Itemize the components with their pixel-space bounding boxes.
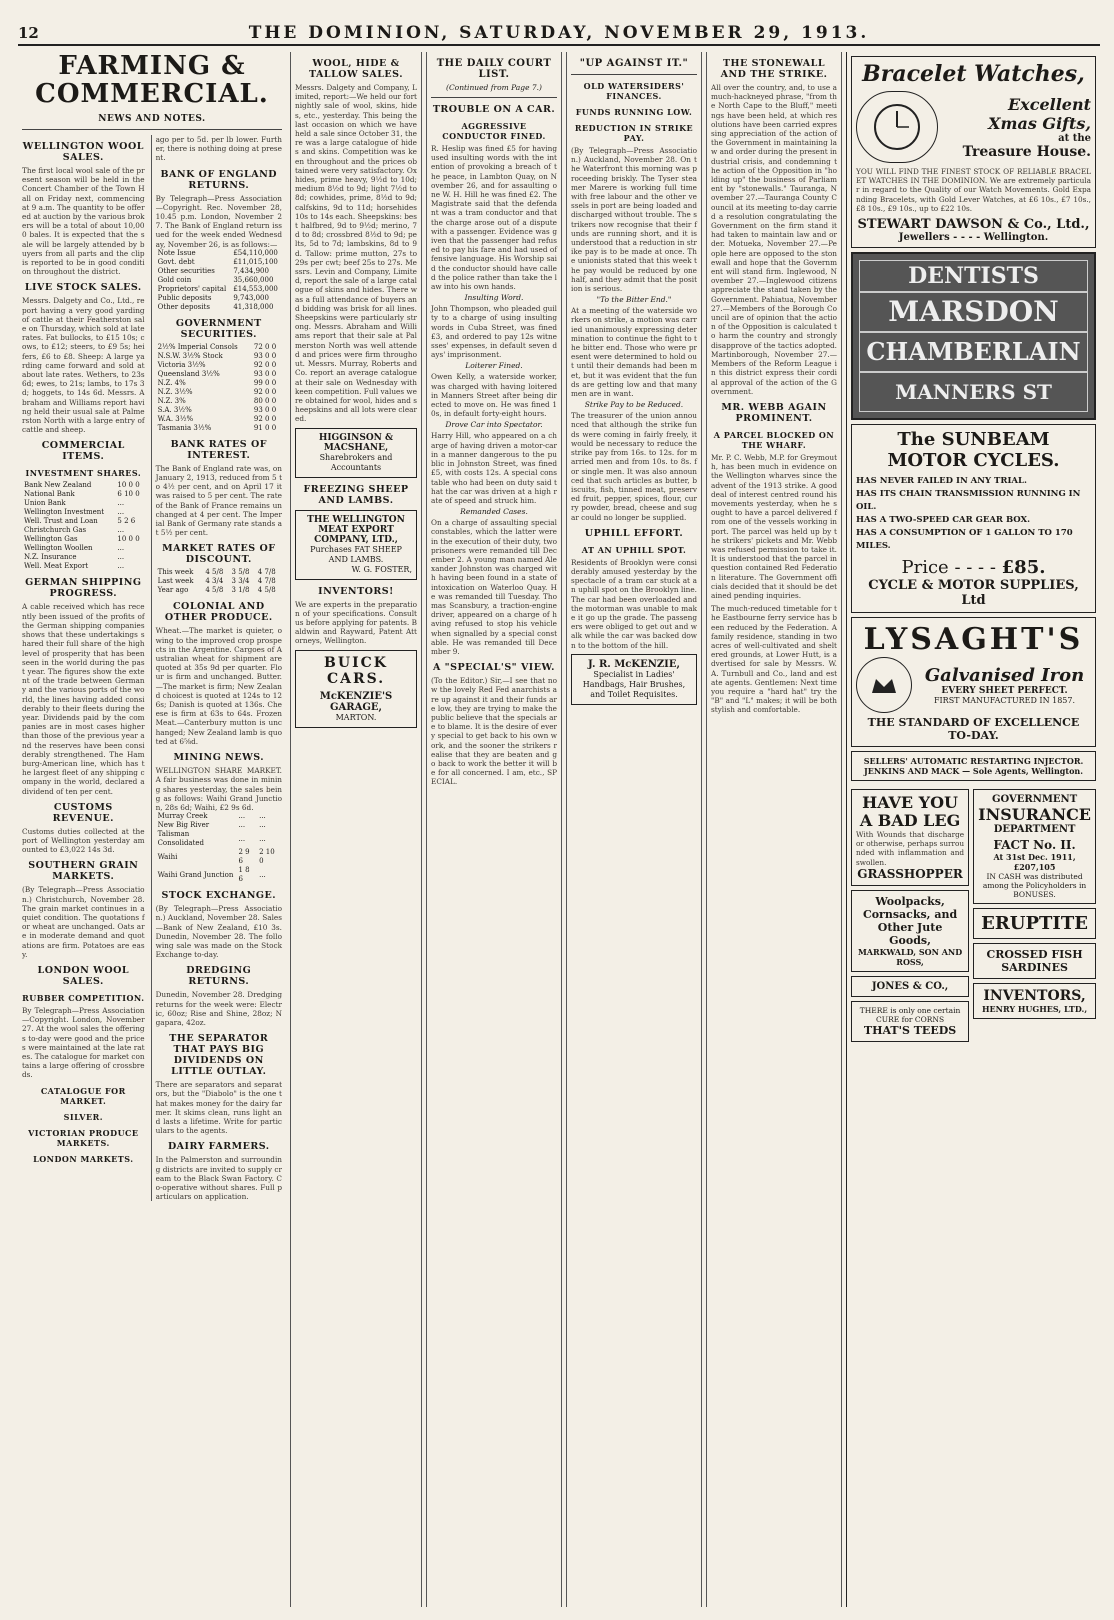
heading: WELLINGTON WOOL SALES. [22,141,144,163]
page-header [18,22,1100,46]
article-text: Mr. P. C. Webb, M.P. for Greymouth, has been much in evidence on the Wellington wharves since the advent of the 1913 strike. A good deal of interest centred round his movements yesterday, when he sought to have a parcel delivered from one of the vessels working in port. The parcel was held up by the strikers' pickets and Mr. Webb was refused permission to take it. It is understood that the parcel in question contained Red Federation literature. The Government officials decided that it should be detained pending inquiries. [711,452,837,600]
ad-line: FIRST MANUFACTURED IN 1857. [933,696,1076,706]
watch-icon [856,91,938,163]
heading: FUNDS RUNNING LOW. [575,107,693,117]
subheading: Drove Car into Spectator. [445,420,543,430]
ad-title: THE WELLINGTON MEAT EXPORT COMPANY, LTD., [307,514,405,545]
article-text: R. Heslip was fined £5 for having used insulting words with the intention of provoking a breach of the peace, in Lambton Quay, on November 26, and for assaulting one W. H. Hill he was fined £2. The Magistrate said that the defendant was a tram conductor and that the charge arose out of a dispute with a passenger. Evidence was given that the passenger had refused to pay his fare and had used offensive language. His Worship said the conductor should have called the police rather than take the law into his own hands. [431,144,557,292]
article-text: Owen Kelly, a waterside worker, was charged with having loitered in Manners Street after being directed to move on. He was fined 10s, in default forty-eight hours. [431,372,557,419]
ad-city: Jewellers - - - - Wellington. [898,232,1049,244]
heading: FREEZING SHEEP AND LAMBS. [303,483,409,506]
ad-title: The SUNBEAM MOTOR CYCLES. [887,429,1060,472]
subheading: Remanded Cases. [460,507,528,517]
heading: VICTORIAN PRODUCE MARKETS. [28,1127,139,1148]
ad-text: Sharebrokers and Accountants [319,452,393,472]
ad-line: Treasure House. [962,143,1091,160]
ad-title: BUICK CARS. [324,654,388,687]
section-subtitle: NEWS AND NOTES. [98,114,206,124]
lysaght-ad [851,617,1096,747]
ad-title: INVENTORS, [983,988,1086,1005]
heading: LONDON WOOL SALES. [37,964,130,987]
heading: RUBBER COMPETITION. [22,992,145,1003]
heading: "UP AGAINST IT." [579,58,689,69]
ad-company: MARKWALD, SON AND ROSS, [857,946,963,967]
trade-mark-icon [856,657,912,713]
heading: REDUCTION IN STRIKE PAY. [574,123,694,143]
ad-point: HAS A TWO-SPEED CAR GEAR BOX. [856,515,1031,526]
column-1 [22,135,145,1201]
ad-line: GRASSHOPPER [857,866,963,881]
jones-ad [851,976,969,997]
heading: AT AN UPHILL SPOT. [581,544,687,555]
ad-title: J. R. McKENZIE, [588,658,680,670]
heading: DREDGING RETURNS. [186,965,252,988]
bank-table: Note Issue £54,110,000 Govt. debt £11,015,100 Other securities 7,434,900 Gold coin 35,660,000 Proprietors' capital £14,553,000 Public deposits 9,743,000 Other deposits 41,318,000 [157,248,278,311]
heading: THE STONEWALL AND THE STRIKE. [720,58,828,80]
ad-title: CROSSED FISH SARDINES [986,948,1083,975]
heading: THE DAILY COURT LIST. [436,58,552,80]
ad-line: at the [1058,132,1091,144]
subheading: (Continued from Page 7.) [446,83,542,92]
ad-title: Bracelet Watches, [862,61,1085,87]
inventors-ad [973,983,1096,1019]
heading: LONDON MARKETS. [33,1153,134,1164]
heading: A PARCEL BLOCKED ON THE WHARF. [713,429,835,450]
column-6 [706,52,842,1607]
heading: COMMERCIAL ITEMS. [41,440,125,463]
article-text: By Telegraph—Press Association—Copyright. London, November 27. At the wool sales the offerings to-day were good and the prices were maintained at the late rates. The catalogue for market contains a large offering of crossbreds. [22,1005,145,1080]
heading: STOCK EXCHANGE. [161,890,277,902]
ad-text: MARTON. [335,712,377,722]
ad-text: YOU WILL FIND THE FINEST STOCK OF RELIABLE BRACELET WATCHES IN THE DOMINION. We are extremely particular in regard to the Quality of our Watch Movements. Gold Expanding Bracelets, with Gold Lever Watches, at £6 10s., £7 10s., £8 10s., £9 10s., up to £22 10s. [856,167,1091,213]
bracelet-watches-ad [851,56,1096,248]
ad-line: GOVERNMENT [991,794,1078,806]
ad-line: MARSDON [859,292,1088,332]
ad-line: SELLERS' AUTOMATIC RESTARTING INJECTOR. [863,756,1084,767]
ad-line: IN CASH was distributed among the Policyholders in BONUSES. [982,872,1087,900]
sunbeam-ad: The SUNBEAM MOTOR CYCLES. HAS NEVER FAILED IN ANY TRIAL. HAS ITS CHAIN TRANSMISSION RUNNING IN OIL. HAS A TWO-SPEED CAR GEAR BOX. HAS A CONSUMPTION OF 1 GALLON TO 170 MILES. Price - - - - £85. CYCLE & MOTOR SUPPLIES, Ltd [851,424,1096,613]
ad-line: Excellent [1007,94,1091,114]
mining-table: Murray Creek ... ... New Big River ... ... Talisman Consolidated ... ... Waihi 2 9 6 2 10 0 Waihi Grand Junction 1 8 6 ... [157,812,275,884]
heading: LIVE STOCK SALES. [24,282,142,294]
column-farming [18,52,286,1607]
ad-company: HENRY HUGHES, LTD., [982,1004,1088,1015]
heading: INVENTORS! [318,585,394,597]
heading: COLONIAL AND OTHER PRODUCE. [164,601,273,624]
heading: MR. WEBB AGAIN PROMINENT. [721,401,827,424]
article-text: There are separators and separators, but the "Diabolo" is the one that makes money for the dairy farmer. It skims clean, runs light and lasts a lifetime. Write for particulars to the agents. [155,1080,282,1136]
article-text: On a charge of assaulting special constables, which the latter were in the execution of their duty, two prisoners were remanded till December 2. A young man named Alexander Johnston was charged with having been found in a state of intoxication on Waterloo Quay. He was remanded till Tuesday. Thomas Scansbury, a traction-engine driver, appeared on a charge of having refused to stop his vehicle when signalled by a special constable. He was remanded till December 9. [431,518,557,656]
ad-line: THERE is only one certain CURE for CORNS [859,1005,961,1024]
ad-line: FACT No. II. [993,838,1076,853]
teeds-ad [851,1001,969,1042]
price-label: Price [901,557,949,579]
subheading: Loiterer Fined. [465,361,523,371]
article-text: WELLINGTON SHARE MARKET. A fair business was done in mining shares yesterday, the sales being as follows: Waihi Grand Junction, 28s 6d; Waihi, £2 9s 6d. [155,766,282,812]
article-text: Wheat.—The market is quieter, owing to the improved crop prospects in the Argentine. Cargoes of Australian wheat for shipment are quoted at 35s 9d per quarter. Flour is firm and unchanged. Butter.—The market is firm; New Zealand choicest is quoted at 124s to 126s; Danish is quoted at 136s. Cheese is firm at 63s to 64s. Frozen Meat.—Canterbury mutton is unchanged; New Zealand lamb is quoted at 6⅝d. [155,626,282,746]
ad-text: With Wounds that discharge or otherwise, perhaps surrounded with inflammation and swollen. [856,830,965,867]
ad-text: McKENZIE'S GARAGE, [319,690,393,713]
ad-title: ERUPTITE [981,913,1088,935]
heading: INVESTMENT SHARES. [25,468,142,479]
ad-line: Galvanised Iron [924,665,1085,687]
shares-table: Bank New Zealand 10 0 0 National Bank 6 10 0 Union Bank ... Wellington Investment ... Well. Trust and Loan 5 2 6 Christchurch Gas ... Wellington Gas 10 0 0 Wellington Woollen ... N.Z. Insurance ... Well. Meat Export ... [24,481,140,571]
heading: TROUBLE ON A CAR. [432,104,556,115]
ad-line: INSURANCE [978,805,1091,825]
subheading: "To the Bitter End." [596,295,672,305]
buick-ad [295,650,417,728]
column-2 [151,135,282,1201]
heading: GOVERNMENT SECURITIES. [175,317,262,340]
heading: DAIRY FARMERS. [167,1141,270,1153]
article-text: (By Telegraph—Press Association.) Auckland, November 28. On the Waterfront this morning was proceeding briskly. The Tyser steamer Marere is working full time with free labour and the other vessels in port are being loaded and discharged without trouble. The strikers now recognise that their funds are running short, and it is understood that a reduction in strike pay is to be made at once. The unionists stated that this week the pay would be reduced by one half, and they admit that the position is serious. [571,146,697,294]
ad-line: JENKINS AND MACK — Sole Agents, Wellington. [863,766,1084,777]
heading: SILVER. [63,1111,103,1122]
article-text: In the Palmerston and surrounding districts are invited to supply cream to the Black Swan Factory. Co-operative without shares. Full particulars on application. [155,1155,282,1202]
ad-line: Xmas Gifts, [988,113,1091,133]
column-3 [290,52,422,1607]
discount-table: This week 4 5/8 3 5/8 4 7/8 Last week 4 3/4 3 3/4 4 7/8 Year ago 4 5/8 3 1/8 4 5/8 [157,568,276,595]
article-text: The treasurer of the union announced that although the strike funds were coming in fairly freely, it would be necessary to reduce the strike pay from 16s. to 12s. for married men and from 10s. to 8s. for single men. It was also announced that such articles as butter, biscuits, fish, tinned meat, preserved fruit, pepper, spices, flour, curry powder, bread, cheese and sugar could no longer be supplied. [571,411,697,522]
ad-line: MANNERS ST [859,372,1088,412]
ad-text: Specialist in Ladies' Handbags, Hair Brushes, and Toilet Requisites. [582,669,686,699]
ad-signature: W. G. FOSTER, [351,564,412,574]
article-text: The Bank of England rate was, on January 2, 1913, reduced from 5 to 4½ per cent, and on April 17 it was raised to 5 per cent. The rate of the Bank of France remains unchanged at 4 per cent. The Imperial Bank of Germany rate stands at 5½ per cent. [155,463,282,538]
securities-table: 2½% Imperial Consols 72 0 0 N.S.W. 3½% Stock 93 0 0 Victoria 3½% 92 0 0 Queensland 3½% 93 0 0 N.Z. 4% 99 0 0 N.Z. 3½% 92 0 0 N.Z. 3% 80 0 0 S.A. 3½% 93 0 0 W.A. 3½% 92 0 0 Tasmania 3½% 91 0 0 [157,342,277,432]
ad-point: HAS ITS CHAIN TRANSMISSION RUNNING IN OIL. [856,489,1081,513]
heading: UPHILL EFFORT. [584,527,684,539]
ad-company: JONES & CO., [871,980,949,992]
ad-title: HAVE YOU A BAD LEG [859,793,961,831]
column-4 [426,52,562,1607]
mckenzie-ad [571,654,697,705]
article-text: The first local wool sale of the present season will be held in the Concert Chamber of the Town Hall on Friday next, commencing at 9 a.m. The quantity to be offered at auction by the various brokers will be a total of about 10,000 bales. It is expected that the sale will be largely attended by buyers from all parts and the clip is reported to be in good condition throughout the district. [22,166,145,277]
ad-line: DENTISTS [859,260,1088,292]
heading: BANK OF ENGLAND RETURNS. [160,168,278,191]
ad-line: EVERY SHEET PERFECT. [941,686,1068,697]
article-text: ago per to 5d. per lb lower. Further, there is nothing doing at present. [155,135,282,163]
meat-export-ad [295,510,417,580]
heading: SOUTHERN GRAIN MARKETS. [28,860,139,883]
price-value: £85. [1001,557,1046,579]
masthead: THE DOMINION, SATURDAY, NOVEMBER 29, 1913. [248,23,870,43]
heading: A "SPECIAL'S" VIEW. [432,662,555,674]
ad-company: CYCLE & MOTOR SUPPLIES, Ltd [868,578,1079,609]
bad-leg-ad [851,789,969,886]
heading: MINING NEWS. [173,752,265,764]
ad-point: HAS NEVER FAILED IN ANY TRIAL. [856,476,1027,487]
higginson-ad [295,428,417,478]
heading: MARKET RATES OF DISCOUNT. [162,543,276,566]
ad-line: DEPARTMENT [993,824,1076,836]
heading: THE SEPARATOR THAT PAYS BIG DIVIDENDS ON LITTLE OUTLAY. [169,1033,269,1078]
subheading: Strike Pay to be Reduced. [584,400,684,410]
ad-line: THE STANDARD OF EXCELLENCE TO-DAY. [867,716,1080,743]
heading: OLD WATERSIDERS' FINANCES. [583,81,685,101]
woolpacks-ad [851,890,969,972]
ad-line: CHAMBERLAIN [859,332,1088,372]
article-text: All over the country, and, to use a much-hackneyed phrase, "from the North Cape to the Bluff," meetings have been held, at which resolutions have been carried expressing appreciation of the action of the Government in maintaining law and order during the present industrial crisis, and condemning the action of the Opposition in "holding up" the business of Parliament by "stonewalls." Tauranga, November 27.—Tauranga County Council at its meeting to-day carried a resolution congratulating the Government on the firm stand it had taken to maintain law and order. Motueka, November 27.—People here are opposed to the stonewall and hope that the Government will stand firm. Inglewood, November 27.—Inglewood citizens appreciate the stand taken by the Government. Pahiatua, November 27.—Members of the Borough Council are of opinion that the action of the Opposition is calculated to harm the country and strongly disapprove of the tactics adopted. Martinborough, November 27.—Members of the Reform League in this district express their cordial approval of the action of the Government. [711,83,837,396]
insurance-ad [973,789,1096,904]
ad-company: STEWART DAWSON & Co., Ltd., [857,217,1090,233]
article-text: By Telegraph—Press Association—Copyright. Rec. November 28, 10.45 p.m. London, November 27. The Bank of England return issued for the week ended Wednesday, November 26, is as follows:— [155,193,282,249]
article-text: (By Telegraph—Press Association.) Christchurch, November 28. The grain market continues in a quiet condition. The quotations for wheat are unchanged. Oats are in moderate demand and quotations are firm. Potatoes are easy. [22,885,145,959]
page-number: 12 [18,24,39,42]
article-text: Harry Hill, who appeared on a charge of having driven a motor-car in a manner dangerous to the public in Johnston Street, was fined £5, with costs 12s. A special constable who had been on duty said that the car was driven at a high rate of speed and struck him. [431,431,557,505]
article-text: John Thompson, who pleaded guilty to a charge of using insulting words in Cuba Street, was fined £3, and ordered to pay 12s witnesses' expenses, in default seven days' imprisonment. [431,304,557,360]
injector-ad [851,751,1096,781]
heading: CUSTOMS REVENUE. [52,801,114,824]
ad-text: Purchases FAT SHEEP AND LAMBS. [310,544,402,564]
article-text: (By Telegraph—Press Association.) Auckland, November 28. Sales—Bank of New Zealand, £10 3s. Dunedin, November 28. The following sale was made on the Stock Exchange to-day. [155,904,282,960]
article-text: A cable received which has recently been issued of the profits of the German shipping companies shows that these undertakings shared their full share of the high level of prosperity that has been seen in the world during the past year. The figures show the extent of the trade between Germany and the various ports of the world, the lines having added considerably to their fleets during the year. Dividends paid by the companies are in most cases higher than those of the previous year and the reserves have been considerably strengthened. The Hamburg-American line, which has the largest fleet of any shipping company in the world, declared a dividend of ten per cent. [22,602,145,796]
subheading: Insulting Word. [464,293,524,303]
heading: CATALOGUE FOR MARKET. [40,1085,126,1106]
heading: GERMAN SHIPPING PROGRESS. [25,577,142,600]
section-title: FARMING & COMMERCIAL. [35,52,269,109]
article-text: Messrs. Dalgety and Company, Limited, report:—We held our fortnightly sale of wool, skins, hides, etc., yesterday. This being the last occasion on which we have held a sale since October 31, there was a large catalogue of hides and skins. Competition was keen throughout and the prices obtained were very satisfactory. Oxhides, prime heavy, 9½d to 10d; medium 8½d to 9d; light 7½d to 8d; cowhides, prime, 8½d to 9d; calfskins, 9d to 11d; horsehides 10s to 14s each. Sheepskins: best halfbred, 9d to 9½d; merino, 7d to 8d; crossbred 8½d to 9d; pelts, 5d to 7d; lambskins, 8d to 9d. Tallow: prime mutton, 27s to 29s per cwt; beef 25s to 27s. Messrs. Levin and Company, Limited, report the sale of a large catalogue of skins and hides. There was a full attendance of buyers and bidding was brisk for all lines. Sheepskins were particularly strong. Messrs. Abraham and Williams report that their sale at Palmerston North was well attended and prices were firm throughout. Messrs. Murray, Roberts and Co. report an average catalogue at their sale on Wednesday with keen competition. Full values were obtained for wool, hides and sheepskins and all lots were cleared. [295,83,417,424]
ad-line: THAT'S TEEDS [863,1023,957,1037]
sardines-ad [973,943,1096,979]
article-text: Dunedin, November 28. Dredging returns for the week were: Electric, 60oz; Rise and Shine, 28oz; Ngapara, 42oz. [155,990,282,1027]
heading: BANK RATES OF INTEREST. [170,438,267,461]
heading: AGGRESSIVE CONDUCTOR FINED. [442,121,546,141]
article-text: (To the Editor.) Sir,—I see that now the lovely Red Fed anarchists are up against it and their funds are low, they are trying to make the public believe that the specials are to blame. It is the desire of every special to get back to his own work, and the sooner the strikers realise that they are beaten and go back to work the better it will be for all concerned. I am, etc., SPECIAL. [431,676,557,787]
article-text: Residents of Brooklyn were considerably amused yesterday by the spectacle of a tram car stuck at an uphill spot on the Brooklyn line. The car had been overloaded and the motorman was unable to make it go up the grade. The passengers were obliged to get out and walk while the car was backed down to the bottom of the hill. [571,557,697,650]
article-text: The much-reduced timetable for the Eastbourne ferry service has been reduced by the Federation. A family residence, standing in two acres of well-cultivated and sheltered grounds, at Lower Hutt, is advertised for sale by Messrs. W. A. Turnbull and Co., land and estate agents. Gentlemen: Next time you require a "hard hat" try the "B" and "L" makes; it will be both stylish and comfortable. [711,604,837,715]
dentists-ad [851,252,1096,420]
column-advertisements [846,52,1100,1607]
heading: WOOL, HIDE & TALLOW SALES. [308,58,403,80]
article-text: Customs duties collected at the port of Wellington yesterday amounted to £3,022 14s 3d. [22,826,145,855]
ad-title: HIGGINSON & MACSHANE, [318,432,394,453]
article-text: We are experts in the preparation of your specifications. Consult us before applying for patents. Baldwin and Rayward, Patent Attorneys, Wellington. [295,599,417,646]
ad-title: Woolpacks, Cornsacks, and Other Jute Goods, [862,894,958,947]
ad-line: At 31st Dec. 1911, £207,105 [993,852,1076,873]
ad-point: HAS A CONSUMPTION OF 1 GALLON TO 170 MILES. [856,528,1073,552]
article-text: At a meeting of the waterside workers on strike, a motion was carried unanimously expressing determination to continue the fight to the bitter end. Those who were present were determined to hold out until their demands had been met, but it was evident that the funds are getting low and that many men are in want. [571,306,697,399]
article-text: Messrs. Dalgety and Co., Ltd., report having a very good yarding of cattle at their Featherston sale on Thursday, which sold at late rates. Fat bullocks, to £15 10s; cows, to £12; steers, to £9 5s; heifers, £6 to £8. Sheep: A large yarding came forward and sold at about late rates. Wethers, to 23s 6d; ewes, to 21s; lambs, to 17s 3d; hoggets, to 14s 6d. Messrs. Abraham and Williams report having held their usual sale at Palmerston North with a large entry of cattle and sheep. [22,296,145,435]
ad-title: LYSAGHT'S [863,622,1084,658]
newspaper-page [18,22,1100,1607]
column-5 [566,52,702,1607]
eruptite-ad [973,908,1096,939]
